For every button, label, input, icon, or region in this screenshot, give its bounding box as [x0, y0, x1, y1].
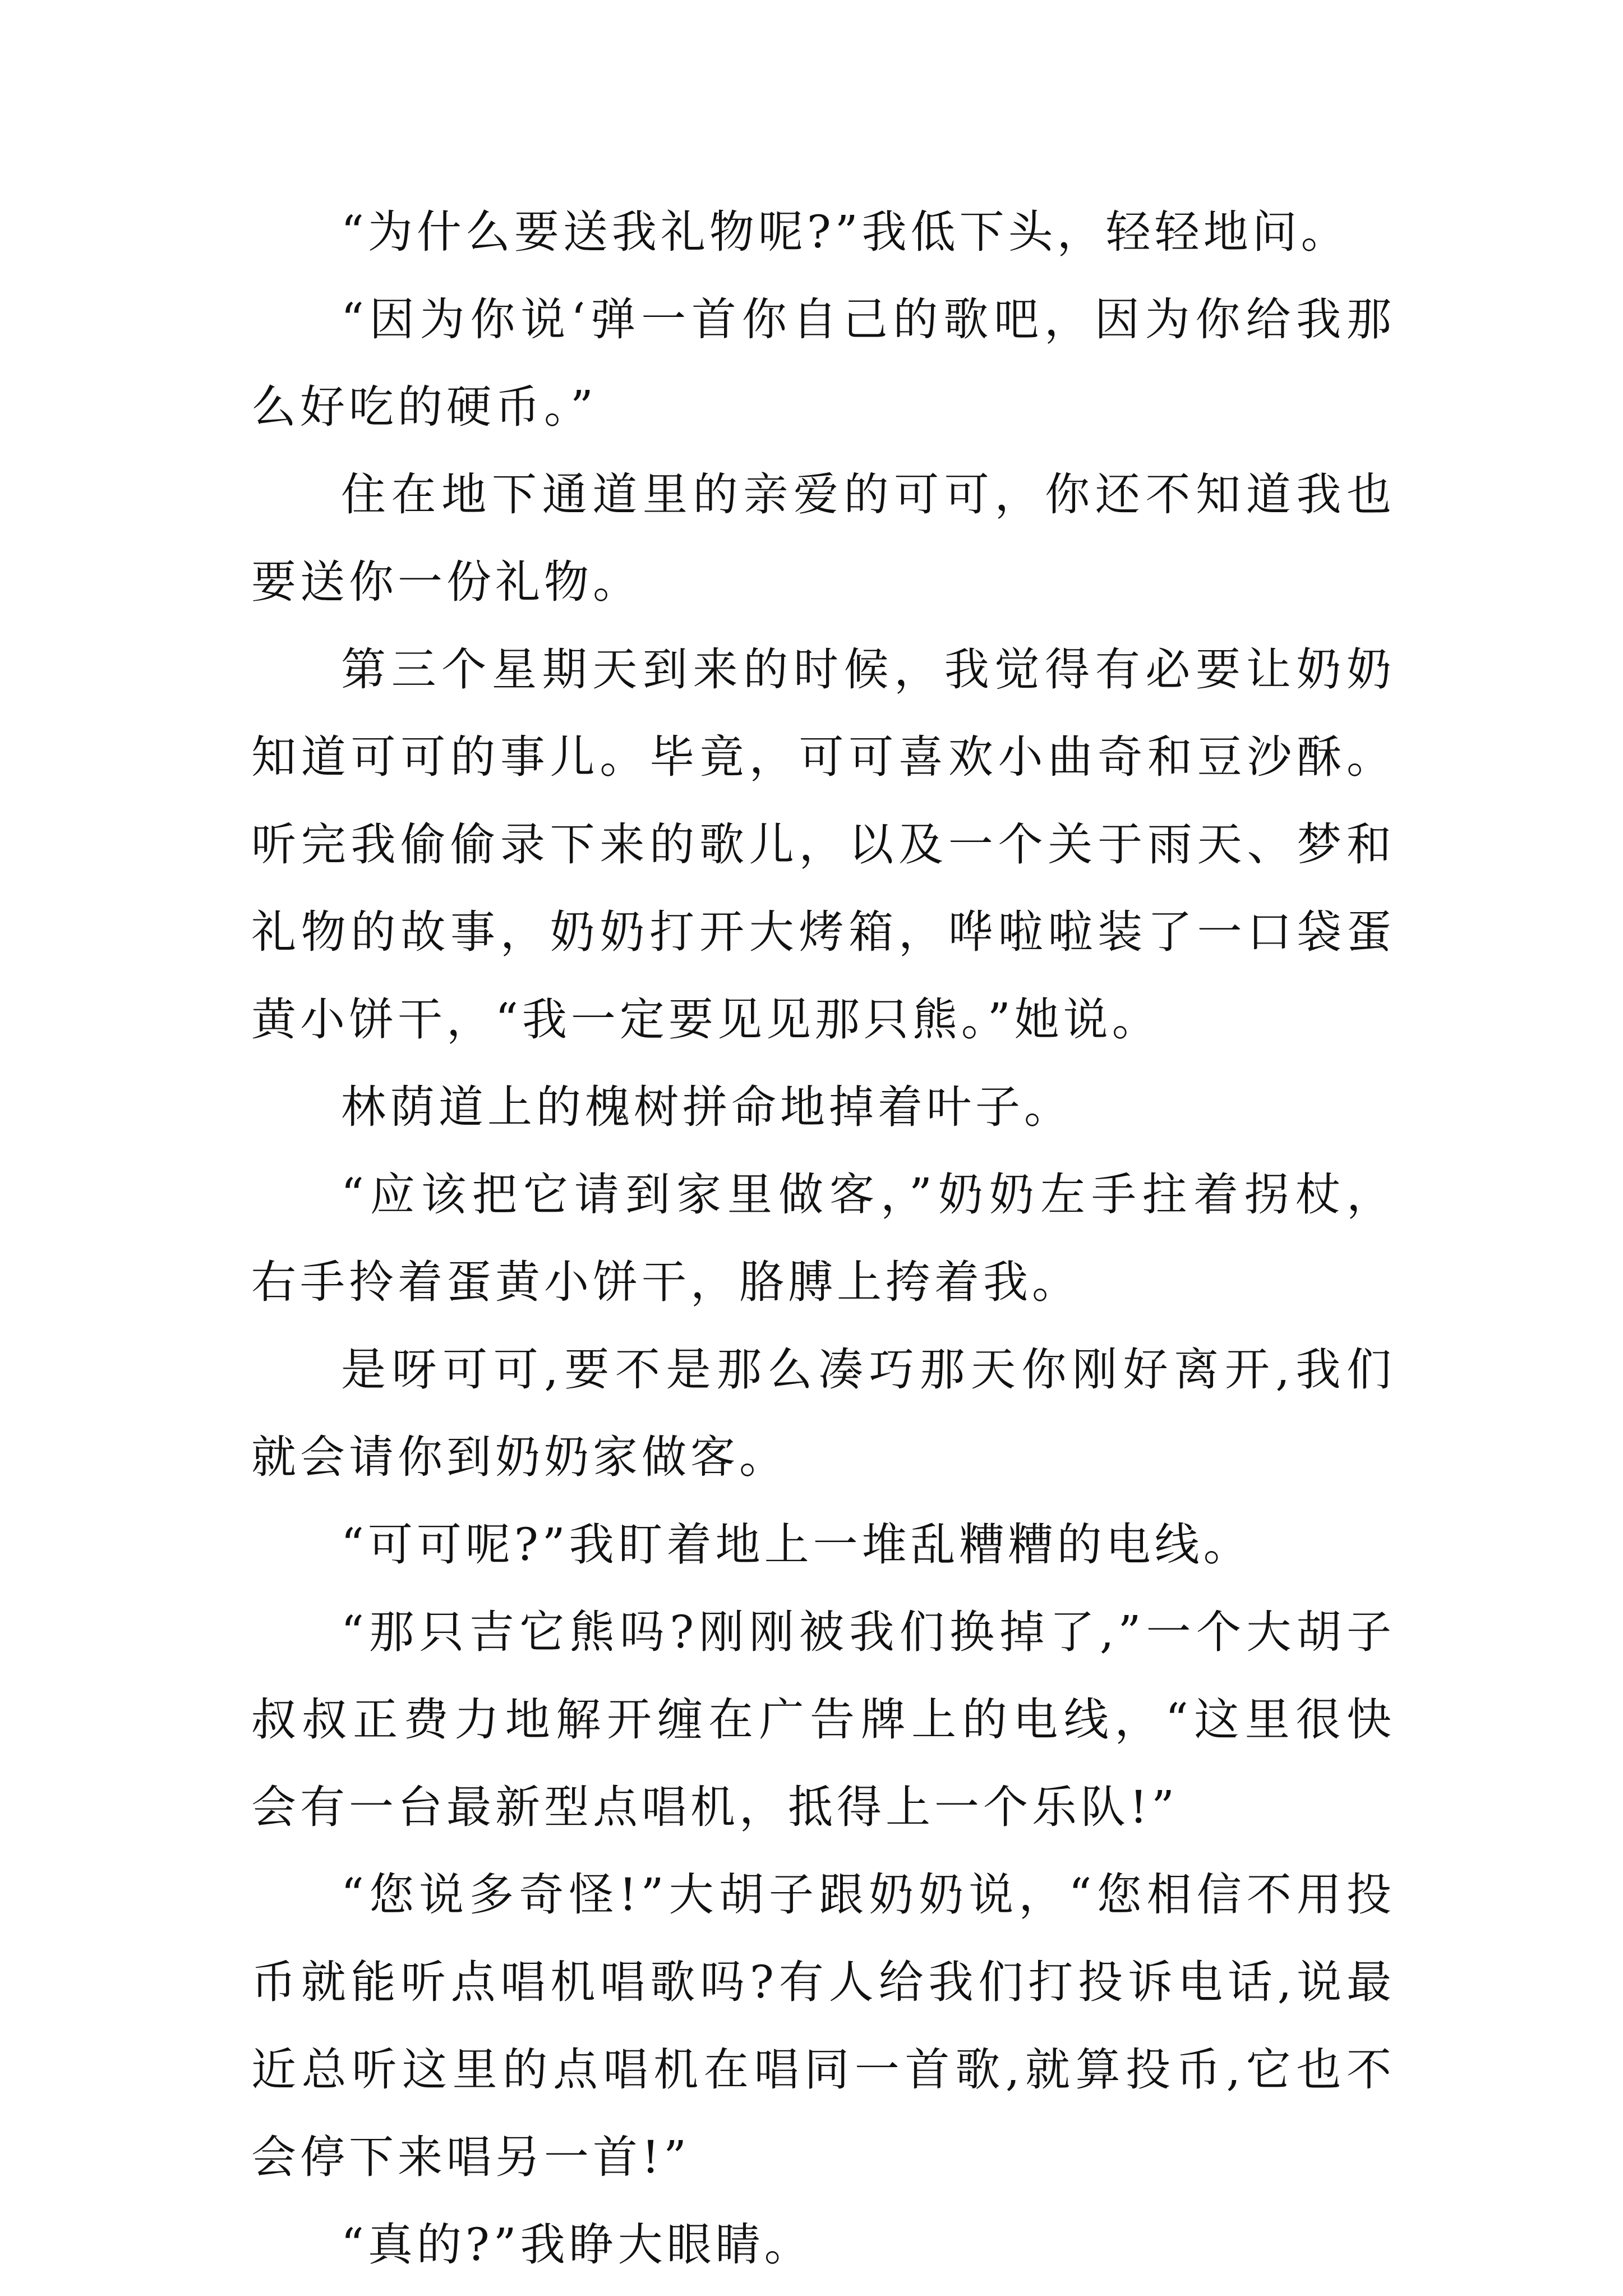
- paragraph-8: “可可呢?”我盯着地上一堆乱糟糟的电线。: [341, 1519, 1252, 1571]
- paragraph-9: “那只吉它熊吗?刚刚被我们换掉了,”一个大胡子叔叔正费力地解开缠在广告牌上的电线，“这里很快会有一台最新型点唱机，抵得上一个乐队!”: [251, 1606, 1395, 1833]
- paragraph-7: 是呀可可,要不是那么凑巧那天你刚好离开,我们就会请你到奶奶家做客。: [251, 1343, 1395, 1483]
- paragraph-1: “为什么要送我礼物呢?”我低下头，轻轻地问。: [341, 206, 1350, 258]
- paragraph-2: “因为你说‘弹一首你自己的歌吧，因为你给我那么好吃的硬币。”: [251, 293, 1395, 433]
- paragraph-10: “您说多奇怪!”大胡子跟奶奶说，“您相信不用投币就能听点唱机唱歌吗?有人给我们打投诉电话,说最近总听这里的点唱机在唱同一首歌,就算投币,它也不会停下来唱另一首!”: [251, 1869, 1395, 2183]
- paragraph-11: “真的?”我睁大眼睛。: [341, 2219, 813, 2271]
- paragraph-3: 住在地下通道里的亲爱的可可，你还不知道我也要送你一份礼物。: [251, 468, 1395, 608]
- paragraph-5: 林荫道上的槐树拼命地掉着叶子。: [341, 1081, 1073, 1133]
- paragraph-6: “应该把它请到家里做客，”奶奶左手拄着拐杖，右手拎着蛋黄小饼干，胳膊上挎着我。: [251, 1168, 1395, 1308]
- paragraph-4: 第三个星期天到来的时候，我觉得有必要让奶奶知道可可的事儿。毕竟，可可喜欢小曲奇和豆沙酥。听完我偷偷录下来的歌儿，以及一个关于雨天、梦和礼物的故事，奶奶打开大烤箱，哗啦啦装了一口袋蛋黄小饼干，“我一定要见见那只熊。”她说。: [251, 643, 1395, 1046]
- story-text: [251, 188, 1395, 2289]
